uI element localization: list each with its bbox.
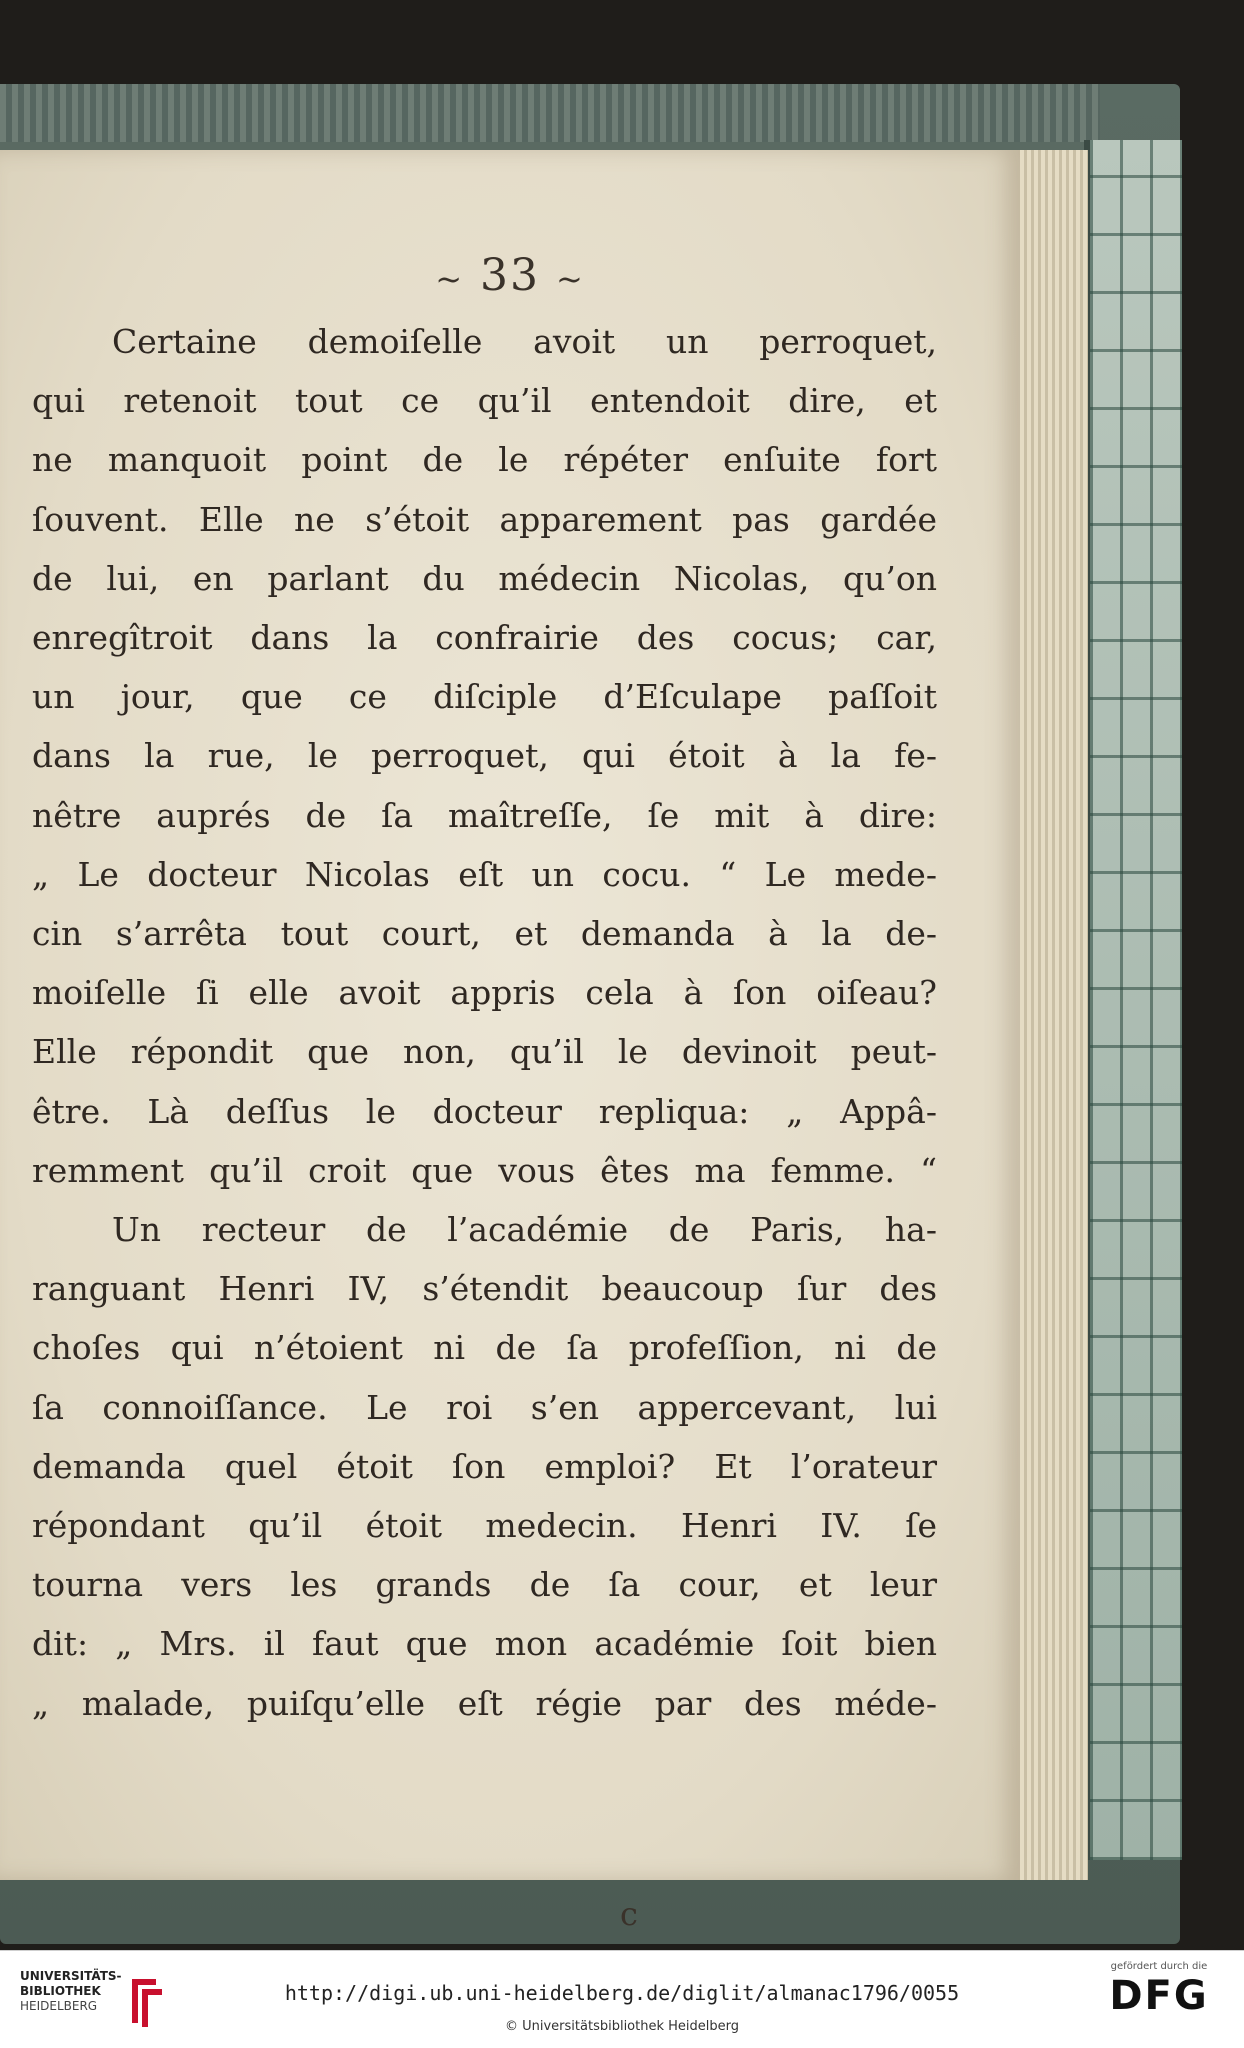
text-line: ne manquoit point de le répéter enſuite fort (32, 440, 937, 480)
marbled-page-edge (1084, 140, 1182, 1860)
text-line: Certaine demoiſelle avoit un perroquet, (112, 322, 937, 361)
dfg-logo-text: DFG (1109, 1973, 1209, 2019)
text-line: „ malade, puiſqu’elle eſt régie par des méde- (32, 1683, 937, 1723)
document-url-link[interactable]: http://digi.ub.uni-heidelberg.de/diglit/almanac1796/0055 (284, 1981, 960, 2005)
header-ornament-right-icon: ~ (556, 260, 585, 298)
funder-caption: gefördert durch die (1110, 1961, 1208, 1972)
text-line: demanda quel étoit ſon emploi? Et l’orateur (32, 1446, 937, 1486)
copyright-text: © Universitätsbibliothek Heidelberg (504, 2019, 739, 2034)
text-line: remment qu’il croit que vous êtes ma femme. “ (32, 1150, 937, 1190)
text-line: ſouvent. Elle ne s’étoit apparement pas gardée (32, 499, 937, 539)
text-line: nêtre auprés de ſa maîtreſſe, ſe mit à dire: (32, 795, 937, 835)
text-line: tourna vers les grands de ſa cour, et leur (32, 1565, 937, 1605)
library-name-line1: UNIVERSITÄTS- (20, 1969, 122, 1983)
text-line: moiſelle ſi elle avoit appris cela à ſon oiſeau? (32, 973, 937, 1013)
text-line: répondant qu’il étoit medecin. Henri IV. ſe (32, 1506, 937, 1546)
text-line: enregîtroit dans la confrairie des cocus; car, (32, 618, 937, 658)
page-number: 33 (480, 250, 540, 301)
text-line: de lui, en parlant du médecin Nicolas, qu’on (32, 558, 937, 598)
text-line: ſa connoiſſance. Le roi s’en appercevant, lui (32, 1387, 937, 1427)
text-line: Un recteur de l’académie de Paris, ha- (112, 1210, 937, 1250)
library-name-line2: BIBLIOTHEK (20, 1984, 101, 1998)
page-text (32, 312, 937, 1733)
paragraph-rector (32, 1200, 937, 1733)
text-line: dans la rue, le perroquet, qui étoit à la fe- (32, 736, 937, 776)
funder-logo[interactable] (1094, 1961, 1224, 2020)
text-line: choſes qui n’étoient ni de ſa profeſſion, ni de (32, 1328, 937, 1368)
text-line: dit: „ Mrs. il faut que mon académie ſoit bien (32, 1624, 937, 1664)
text-line: „ Le docteur Nicolas eſt un cocu. “ Le mede- (32, 854, 937, 894)
text-line: qui retenoit tout ce qu’il entendoit dire, et (32, 381, 937, 421)
text-line: cin s’arrêta tout court, et demanda à la de- (32, 914, 937, 954)
footer-banner (0, 1950, 1244, 2048)
page-header (0, 250, 1020, 301)
text-line: être. Là deſſus le docteur repliqua: „ Appâ- (32, 1091, 937, 1131)
text-line: ranguant Henri IV, s’étendit beaucoup ſur des (32, 1269, 937, 1309)
page-stack (1010, 150, 1088, 1880)
text-line: Elle répondit que non, qu’il le devinoit peut- (32, 1032, 937, 1072)
book-binding-top (0, 84, 1100, 142)
paragraph-parrot (32, 312, 937, 1200)
book-page (0, 150, 1020, 1933)
text-line: un jour, que ce diſciple d’Eſculape paſſoit (32, 677, 937, 717)
header-ornament-left-icon: ~ (435, 260, 464, 298)
catchword: c (620, 1895, 638, 1933)
library-name-line3: HEIDELBERG (20, 1999, 98, 2013)
